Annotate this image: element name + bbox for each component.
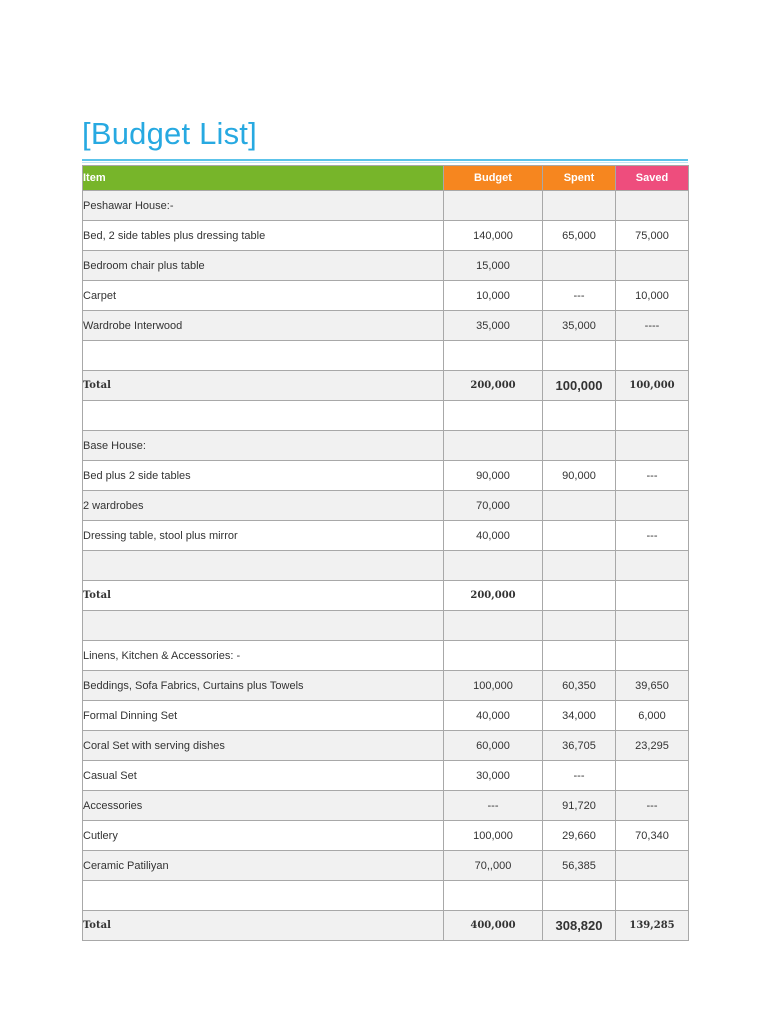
table-row xyxy=(83,401,689,431)
table-row xyxy=(83,281,689,311)
table-row xyxy=(83,521,689,551)
cell-item xyxy=(83,341,444,371)
cell-item: Accessories xyxy=(83,791,444,821)
cell-spent: 90,000 xyxy=(543,461,616,491)
cell-spent: --- xyxy=(543,761,616,791)
cell-budget xyxy=(444,431,543,461)
cell-budget: 100,000 xyxy=(444,821,543,851)
cell-budget xyxy=(444,191,543,221)
cell-saved: --- xyxy=(616,791,689,821)
cell-item xyxy=(83,611,444,641)
cell-item: Bed plus 2 side tables xyxy=(83,461,444,491)
cell-item: Formal Dinning Set xyxy=(83,701,444,731)
cell-budget: 40,000 xyxy=(444,701,543,731)
cell-budget: 200,000 xyxy=(444,371,543,401)
table-header-row xyxy=(83,166,689,191)
total-row xyxy=(83,911,689,941)
cell-saved xyxy=(616,611,689,641)
cell-saved xyxy=(616,761,689,791)
cell-saved: 70,340 xyxy=(616,821,689,851)
cell-spent xyxy=(543,341,616,371)
cell-item xyxy=(83,401,444,431)
table-row xyxy=(83,611,689,641)
table-row xyxy=(83,881,689,911)
cell-spent: --- xyxy=(543,281,616,311)
cell-saved xyxy=(616,881,689,911)
cell-item: 2 wardrobes xyxy=(83,491,444,521)
cell-item: Beddings, Sofa Fabrics, Curtains plus Towels xyxy=(83,671,444,701)
cell-item: Bedroom chair plus table xyxy=(83,251,444,281)
table-row xyxy=(83,851,689,881)
cell-item: Cutlery xyxy=(83,821,444,851)
total-row xyxy=(83,371,689,401)
cell-spent xyxy=(543,611,616,641)
cell-spent xyxy=(543,641,616,671)
cell-spent xyxy=(543,431,616,461)
cell-budget: 35,000 xyxy=(444,311,543,341)
cell-saved: 10,000 xyxy=(616,281,689,311)
table-row xyxy=(83,641,689,671)
cell-item: Peshawar House:- xyxy=(83,191,444,221)
budget-table xyxy=(82,165,689,941)
header-budget: Budget xyxy=(444,166,543,191)
cell-budget: 140,000 xyxy=(444,221,543,251)
cell-spent: 36,705 xyxy=(543,731,616,761)
table-row xyxy=(83,491,689,521)
cell-spent xyxy=(543,191,616,221)
cell-saved xyxy=(616,491,689,521)
cell-saved xyxy=(616,551,689,581)
table-row xyxy=(83,251,689,281)
cell-budget: 70,,000 xyxy=(444,851,543,881)
cell-spent: 60,350 xyxy=(543,671,616,701)
cell-saved: 100,000 xyxy=(616,371,689,401)
total-row xyxy=(83,581,689,611)
cell-budget: 15,000 xyxy=(444,251,543,281)
cell-item xyxy=(83,881,444,911)
cell-saved: 23,295 xyxy=(616,731,689,761)
cell-saved xyxy=(616,341,689,371)
cell-spent: 91,720 xyxy=(543,791,616,821)
cell-budget: 200,000 xyxy=(444,581,543,611)
table-row xyxy=(83,431,689,461)
cell-saved: ---- xyxy=(616,311,689,341)
cell-saved: --- xyxy=(616,461,689,491)
cell-saved: 139,285 xyxy=(616,911,689,941)
table-row xyxy=(83,221,689,251)
table-row xyxy=(83,731,689,761)
cell-spent xyxy=(543,401,616,431)
cell-saved xyxy=(616,641,689,671)
cell-budget: 70,000 xyxy=(444,491,543,521)
table-row xyxy=(83,341,689,371)
cell-spent xyxy=(543,881,616,911)
cell-saved: --- xyxy=(616,521,689,551)
cell-budget: 40,000 xyxy=(444,521,543,551)
cell-item: Wardrobe Interwood xyxy=(83,311,444,341)
table-row xyxy=(83,821,689,851)
cell-item: Ceramic Patiliyan xyxy=(83,851,444,881)
cell-budget xyxy=(444,611,543,641)
table-row xyxy=(83,671,689,701)
cell-spent xyxy=(543,551,616,581)
header-item: Item xyxy=(83,166,444,191)
cell-item xyxy=(83,551,444,581)
cell-spent: 65,000 xyxy=(543,221,616,251)
cell-saved: 6,000 xyxy=(616,701,689,731)
cell-spent: 34,000 xyxy=(543,701,616,731)
cell-spent: 56,385 xyxy=(543,851,616,881)
cell-item: Base House: xyxy=(83,431,444,461)
cell-item: Casual Set xyxy=(83,761,444,791)
cell-saved xyxy=(616,851,689,881)
cell-spent: 35,000 xyxy=(543,311,616,341)
table-row xyxy=(83,551,689,581)
cell-saved xyxy=(616,401,689,431)
page-title: [Budget List] xyxy=(82,116,257,151)
cell-budget: 90,000 xyxy=(444,461,543,491)
cell-budget: 60,000 xyxy=(444,731,543,761)
cell-budget xyxy=(444,641,543,671)
table-row xyxy=(83,311,689,341)
header-saved: Saved xyxy=(616,166,689,191)
cell-spent xyxy=(543,581,616,611)
table-row xyxy=(83,761,689,791)
cell-item: Total xyxy=(83,911,444,941)
cell-budget: --- xyxy=(444,791,543,821)
cell-spent: 308,820 xyxy=(543,911,616,941)
cell-item: Coral Set with serving dishes xyxy=(83,731,444,761)
table-row xyxy=(83,461,689,491)
cell-budget xyxy=(444,341,543,371)
cell-saved xyxy=(616,581,689,611)
header-spent: Spent xyxy=(543,166,616,191)
cell-item: Carpet xyxy=(83,281,444,311)
cell-item: Dressing table, stool plus mirror xyxy=(83,521,444,551)
cell-budget: 10,000 xyxy=(444,281,543,311)
table-row xyxy=(83,701,689,731)
cell-spent xyxy=(543,251,616,281)
cell-item: Bed, 2 side tables plus dressing table xyxy=(83,221,444,251)
cell-item: Total xyxy=(83,371,444,401)
cell-budget: 400,000 xyxy=(444,911,543,941)
cell-saved xyxy=(616,431,689,461)
title-underline-thin xyxy=(82,162,688,163)
table-row xyxy=(83,191,689,221)
cell-spent: 29,660 xyxy=(543,821,616,851)
table-row xyxy=(83,791,689,821)
cell-item: Linens, Kitchen & Accessories: - xyxy=(83,641,444,671)
cell-saved xyxy=(616,191,689,221)
title-underline xyxy=(82,159,688,161)
cell-budget: 100,000 xyxy=(444,671,543,701)
cell-spent: 100,000 xyxy=(543,371,616,401)
cell-saved: 39,650 xyxy=(616,671,689,701)
cell-budget xyxy=(444,401,543,431)
cell-saved xyxy=(616,251,689,281)
table-body xyxy=(83,191,689,941)
cell-saved: 75,000 xyxy=(616,221,689,251)
cell-item: Total xyxy=(83,581,444,611)
cell-budget xyxy=(444,551,543,581)
cell-budget: 30,000 xyxy=(444,761,543,791)
cell-budget xyxy=(444,881,543,911)
cell-spent xyxy=(543,491,616,521)
cell-spent xyxy=(543,521,616,551)
